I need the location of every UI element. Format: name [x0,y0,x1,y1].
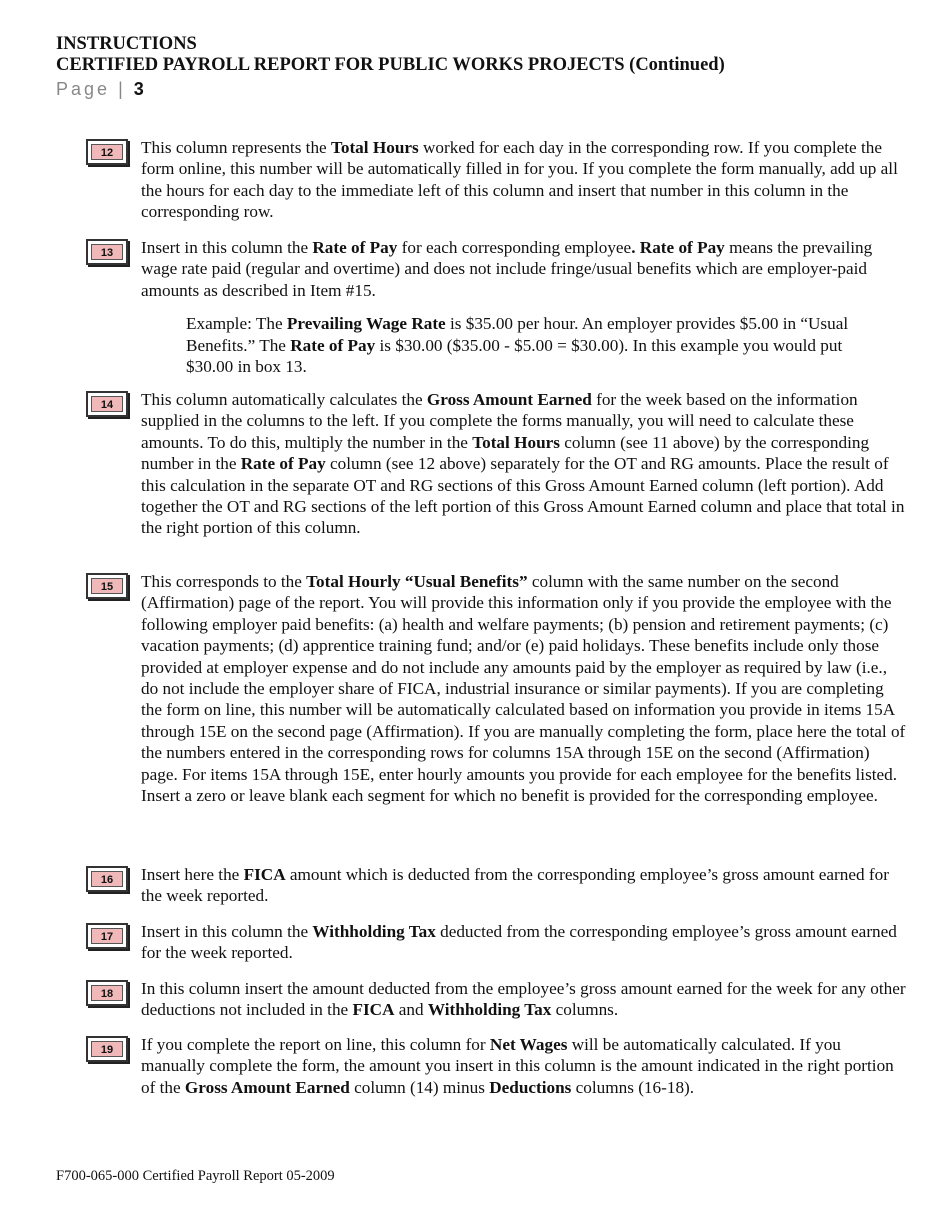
report-title: CERTIFIED PAYROLL REPORT FOR PUBLIC WORKS PROJECTS (Continued) [56,55,725,75]
bold-term: FICA [243,865,286,884]
text-run: column (14) minus [349,1077,490,1097]
bold-term: Gross Amount Earned [426,390,592,409]
bold-term: Withholding Tax [312,922,436,941]
form-footer: F700-065-000 Certified Payroll Report 05-2009 [56,1168,335,1184]
text-run: columns. [551,1000,619,1020]
instructions-heading: INSTRUCTIONS [56,34,197,54]
text-run: column with the same number on the second (Affirmation) page of the report. You will provide this information only if you provide the employee with the following employer paid benefits: (a) health and welfare payments; (b) pension and retirement payments; (c) vacation payments; (d) apprentice training fund; and/or (e) paid holidays. These benefits include only those provided at employer expense and do not include any amounts paid by the employer as required by law (i.e., do not include the employer share of FICA, industrial insurance or similar payments). If you are completing the form on line, this number will be automatically calculated based on information you provide in items 15A through 15E on the second page (Affirmation). If you are manually completing the form, place here the total of the numbers entered in the corresponding rows for columns 15A through 15E on the second (Affirmation) page. For items 15A through 15E, enter hourly amounts you provide for each employee for the benefits listed. Insert a zero or leave blank each segment for which no benefit is provided for the corresponding employee. [141,572,906,806]
page-indicator [56,78,725,100]
item-number-badge [86,1036,128,1062]
bold-term: FICA [352,1000,395,1020]
text-run: and [394,1000,428,1020]
item-number-badge [86,980,128,1006]
item-number: 19 [91,1041,123,1057]
text-run: This column automatically calculates the [141,390,427,409]
text-run: column (see 12 above) separately for the OT and RG amounts. Place the result of this calculation in the separate OT and RG sections of this Gross Amount Earned column (left portion). Add together the OT and RG sections of the left portion of this Gross Amount Earned column and place that total in the right portion of this column. [141,454,905,538]
bold-term: Rate of Pay [240,454,326,474]
text-run: In this column insert the amount deducted from the employee’s gross amount earned for the week for any other deductions not included in the [141,979,906,1020]
text-run: Insert in this column the [141,922,313,941]
page-header [56,34,725,100]
text-run: is $35.00 per hour. An employer provides $5.00 in “Usual Benefits.” The [186,314,849,355]
item-number: 15 [91,578,123,594]
item-example [186,313,866,377]
bold-term: Net Wages [489,1035,568,1054]
text-run: for each corresponding employee [397,238,632,257]
item-number-badge [86,866,128,892]
item-16 [86,864,906,907]
text-run: Insert here the [141,865,244,884]
page-label: Page [56,79,111,99]
item-15 [86,571,906,806]
item-number-badge [86,573,128,599]
item-12 [86,137,906,223]
bold-term: Rate of Pay [312,238,398,257]
item-number: 12 [91,144,123,160]
item-number: 17 [91,928,123,944]
item-number-badge [86,391,128,417]
bold-term: Total Hours [472,432,560,452]
item-text [141,978,906,1021]
text-run: amount which is deducted from the corresponding employee’s gross amount earned for the week reported. [141,865,889,906]
item-text [141,921,906,964]
item-text [141,137,906,223]
item-number-badge [86,923,128,949]
text-run: This corresponds to the [141,572,307,591]
bold-term: Gross Amount Earned [184,1077,350,1097]
item-text [141,864,906,907]
text-run: worked for each day in the corresponding row. If you complete the form online, this number will be automatically filled in for you. If you complete the form manually, add up all the hours for each day to the immediate left of this column and insert that number in this column in the corresponding row. [141,138,898,222]
item-13 [86,237,906,377]
text-run: If you complete the report on line, this column for [141,1035,490,1054]
item-text [141,237,906,301]
item-number-badge [86,139,128,165]
text-run: deducted from the corresponding employee’s gross amount earned for the week reported. [141,922,897,963]
bold-term: Total Hours [330,138,419,157]
item-14 [86,389,906,539]
bold-term: Prevailing Wage Rate [286,314,446,334]
text-run: is $30.00 ($35.00 - $5.00 = $30.00). In this example you would put $30.00 in box 13. [186,335,843,377]
text-run: This column represents the [141,138,331,157]
item-number: 18 [91,985,123,1001]
item-19 [86,1034,906,1098]
item-text [141,1034,906,1098]
item-number: 13 [91,244,123,260]
text-run: column (see 11 above) by the corresponding number in the [141,432,870,474]
item-text [141,389,906,539]
page-number: 3 [133,79,144,99]
text-run: will be automatically calculated. If you manually complete the form, the amount you insert in this column is the amount indicated in the right portion of the [141,1035,894,1097]
page-separator: | [118,79,126,99]
bold-term: Rate of Pay [290,335,376,355]
bold-term: Deductions [489,1077,572,1097]
text-run: Example: The [186,314,287,334]
item-number: 16 [91,871,123,887]
item-18 [86,978,906,1021]
item-number: 14 [91,396,123,412]
bold-term: Withholding Tax [427,1000,552,1020]
bold-term: . Rate of Pay [631,238,725,257]
text-run: Insert in this column the [141,238,313,257]
text-run: for the week based on the information supplied in the columns to the left. If you complete the forms manually, you will need to calculate these amounts. To do this, multiply the number in the [141,390,858,452]
bold-term: Total Hourly “Usual Benefits” [306,572,528,591]
text-run: means the prevailing wage rate paid (regular and overtime) and does not include fringe/usual benefits which are employer-paid amounts as described in Item #15. [141,238,873,300]
item-text [141,571,906,806]
item-number-badge [86,239,128,265]
item-17 [86,921,906,964]
text-run: columns (16-18). [571,1077,695,1097]
